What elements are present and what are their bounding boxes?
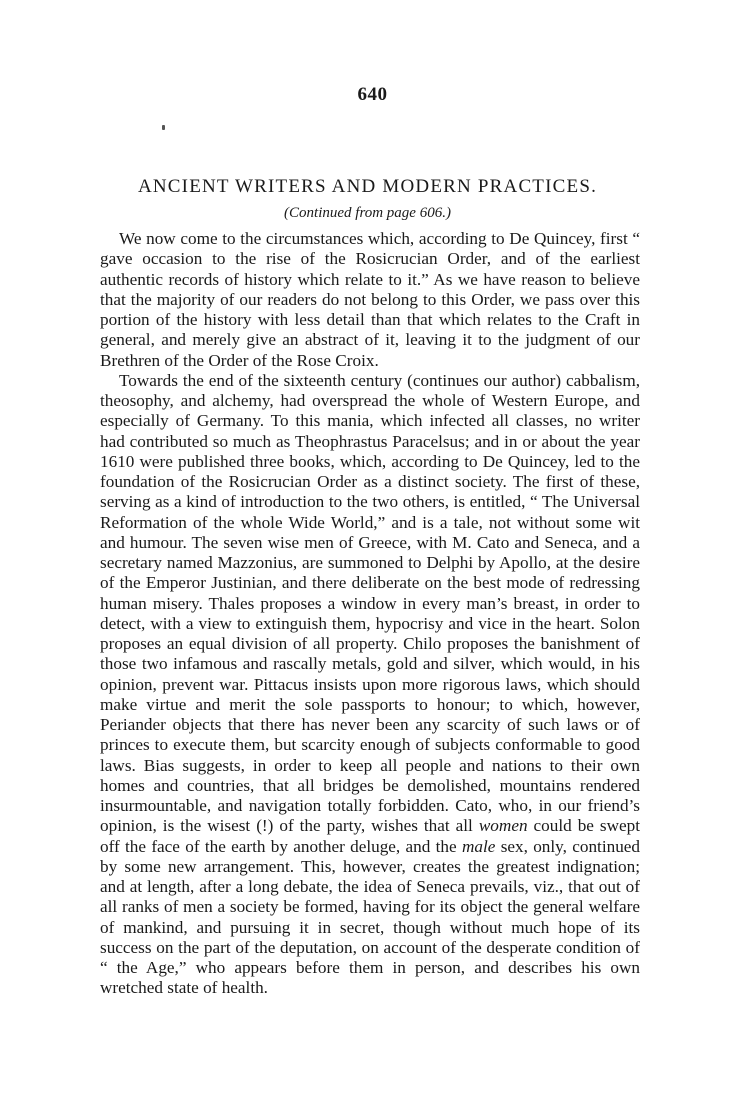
emphasis-women: women (478, 816, 528, 836)
page-number (0, 84, 735, 106)
article-title: ANCIENT WRITERS AND MODERN PRACTICES. (137, 176, 598, 197)
ink-speck (162, 125, 165, 130)
paragraph-2 (100, 371, 640, 999)
paragraph-2-part-2: could be swept off the face of the earth by another deluge, and the (100, 816, 641, 856)
article-subtitle: (Continued from page 606.) (284, 205, 451, 221)
article-body (100, 229, 640, 999)
emphasis-male: male (461, 836, 496, 856)
paragraph-2-part-1: Towards the end of the sixteenth century (continues our author) cabbalism, theosophy, and alchemy, had overspread the whole of Western Europe, and especially of Germany. To this mania, which infected all classes, no writer had contributed so much as Theophrastus Paracelsus; and in or about the year 1610 were published three books, which, according to De Quincey, led to the foundation of the Rosicrucian Order as a distinct society. The first of these, serving as a kind of introduction to the two others, is entitled, “ The Universal Reformation of the whole Wide World,” and is a tale, not without some wit and humour. The seven wise men of Greece, with M. Cato and Seneca, and a secretary named Mazzonius, are summoned to Delphi by Apollo, at the desire of the Emperor Justinian, and there deliberate on the best mode of redressing human misery. Thales proposes a window in every man’s breast, in order to detect, with a view to extinguish them, hypocrisy and vice in the heart. Solon proposes an equal division of all property. Chilo proposes the banishment of those two infamous and rascally metals, gold and silver, which would, in his opinion, prevent war. Pittacus insists upon more rigorous laws, which should make virtue and merit the sole passports to honour; to which, however, Periander objects that there has never been any scarcity of such laws or of princes to execute them, but scarcity enough of subjects conformable to good laws. Bias suggests, in order to keep all people and nations to their own homes and countries, that all bridges be demolished, mountains rendered insurmountable, and navigation totally forbidden. Cato, who, in our friend’s opinion, is the wisest (!) of the party, wishes that all (100, 370, 640, 836)
page-number-text: 640 (357, 84, 388, 105)
paragraph-1: We now come to the circumstances which, according to De Quincey, first “ gave occasion to the rise of the Rosicrucian Order, and of the earliest authentic records of history which relate to it.” As we have reason to believe that the majority of our readers do not belong to this Order, we pass over this portion of the history with less detail than that which relates to the Craft in general, and merely give an abstract of it, leaving it to the judgment of our Brethren of the Order of the Rose Croix. (100, 229, 640, 370)
paragraph-2-part-3: sex, only, continued by some new arrangement. This, however, creates the greatest indignation; and at length, after a long debate, the idea of Seneca prevails, viz., that out of all ranks of men a society be formed, having for its object the general welfare of mankind, and pursuing it in secret, though without much hope of its success on the part of the deputation, on account of the desperate condition of “ the Age,” who appears before them in person, and describes his own wretched state of health. (100, 836, 641, 998)
